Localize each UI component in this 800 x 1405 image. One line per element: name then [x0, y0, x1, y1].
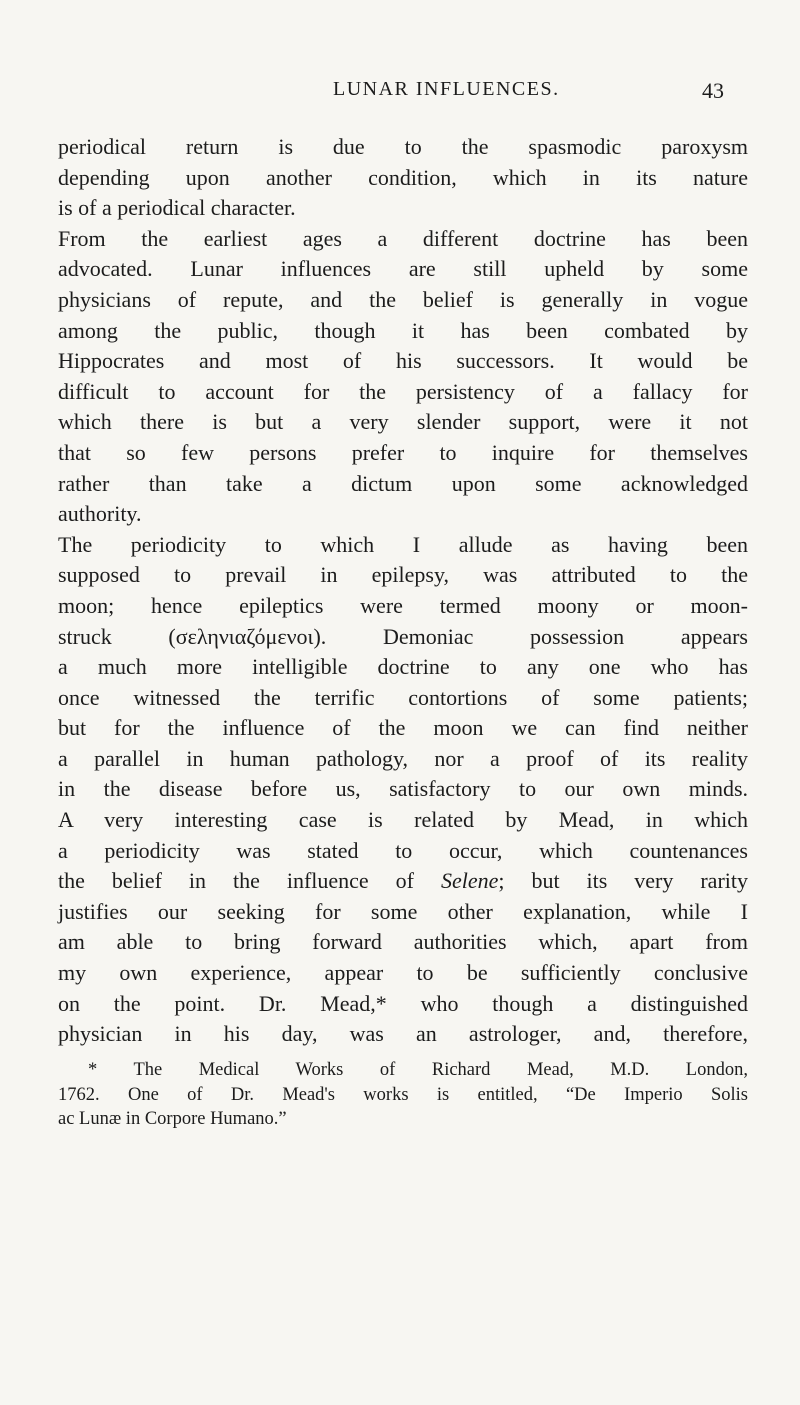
- body-text: [58, 132, 748, 1050]
- footnote: [58, 1058, 748, 1132]
- text-line: A very interesting case is related by Mead, in which: [58, 807, 748, 833]
- text-line: physician in his day, was an astrologer, and, therefore,: [58, 1021, 748, 1047]
- running-head: [0, 78, 800, 108]
- text-line: is of a periodical character.: [58, 195, 296, 221]
- text-line: a periodicity was stated to occur, which countenances: [58, 837, 748, 863]
- text-line: periodical return is due to the spasmodic paroxysm: [58, 134, 748, 159]
- text-line: physicians of repute, and the belief is generally in vogue: [58, 286, 748, 312]
- text-line: justifies our seeking for some other explanation, while I: [58, 898, 748, 924]
- text-line: among the public, though it has been combated by: [58, 317, 748, 343]
- italic-term: Selene: [440, 868, 499, 894]
- text-line: difficult to account for the persistency of a fallacy for: [58, 378, 748, 404]
- running-title: LUNAR INFLUENCES.: [333, 78, 560, 100]
- text-fragment: the belief in the influence of: [58, 868, 441, 894]
- footnote-line: ac Lunæ in Corpore Humano.”: [58, 1109, 287, 1129]
- text-line: From the earliest ages a different doctrine has been: [58, 225, 748, 251]
- page-number: 43: [702, 78, 724, 103]
- text-line: Hippocrates and most of his successors. It would be: [58, 348, 748, 374]
- text-line: a much more intelligible doctrine to any one who has: [58, 654, 748, 680]
- text-line: that so few persons prefer to inquire for themselves: [58, 439, 748, 465]
- text-line: supposed to prevail in epilepsy, was attributed to the: [58, 562, 748, 588]
- text-line: on the point. Dr. Mead,* who though a distinguished: [58, 990, 748, 1016]
- text-line: The periodicity to which I allude as having been: [58, 531, 748, 557]
- text-line-with-italic: [58, 866, 748, 897]
- text-fragment: ; but its very rarity: [498, 868, 748, 894]
- text-line: advocated. Lunar influences are still upheld by some: [58, 256, 748, 282]
- text-line: which there is but a very slender support, were it not: [58, 409, 748, 435]
- footnote-line: 1762. One of Dr. Mead's works is entitled, “De Imperio Solis: [58, 1084, 748, 1105]
- text-line: a parallel in human pathology, nor a proof of its reality: [58, 745, 748, 771]
- text-line: in the disease before us, satisfactory to our own minds.: [58, 776, 748, 802]
- text-line: rather than take a dictum upon some acknowledged: [58, 470, 748, 496]
- text-line: but for the influence of the moon we can find neither: [58, 715, 748, 741]
- text-line: struck (σεληνιαζόμενοι). Demoniac possession appears: [58, 623, 748, 649]
- footnote-line: * The Medical Works of Richard Mead, M.D. London,: [88, 1060, 748, 1080]
- text-line: my own experience, appear to be sufficiently conclusive: [58, 960, 748, 986]
- text-line: moon; hence epileptics were termed moony or moon-: [58, 592, 748, 618]
- text-line: depending upon another condition, which in its nature: [58, 164, 748, 190]
- text-line: once witnessed the terrific contortions of some patients;: [58, 684, 748, 710]
- text-line: am able to bring forward authorities which, apart from: [58, 929, 748, 955]
- text-line: authority.: [58, 501, 142, 527]
